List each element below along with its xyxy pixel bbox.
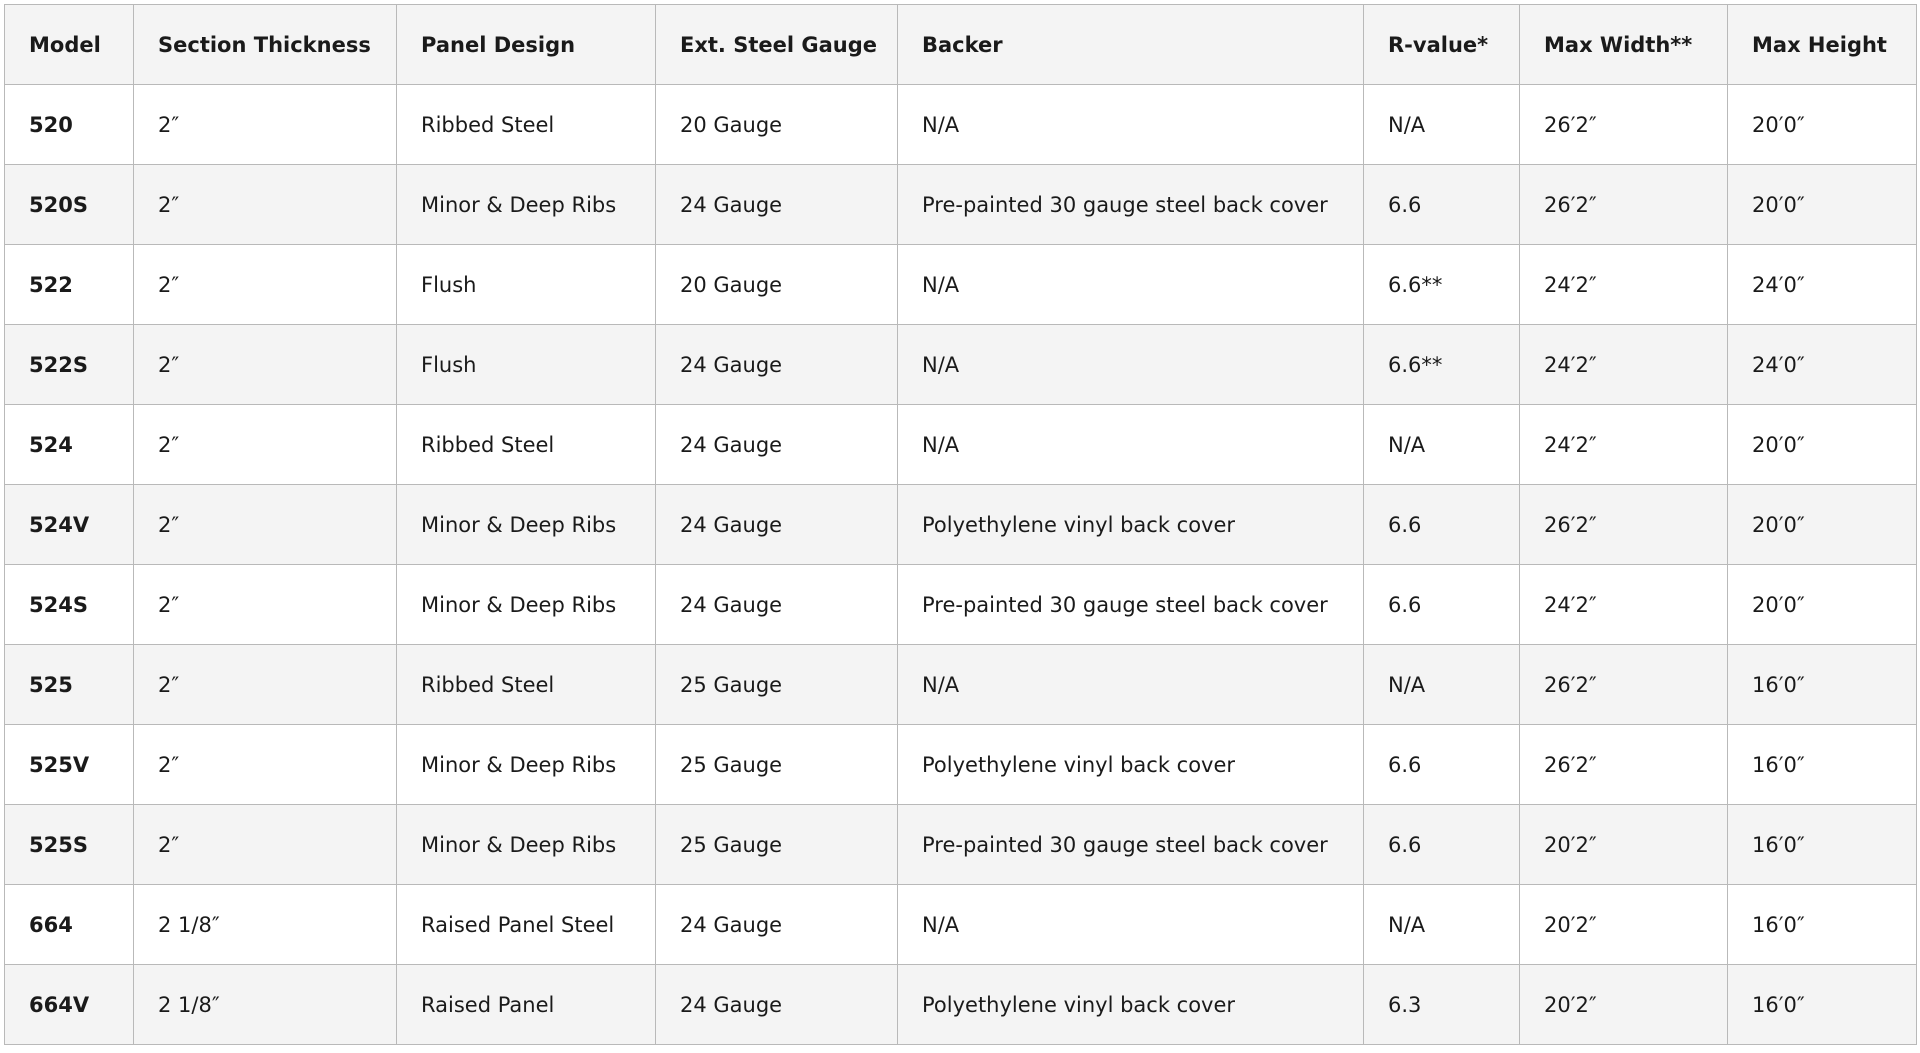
- cell-panel-design: Minor & Deep Ribs: [397, 725, 656, 805]
- cell-max-width: 24′2″: [1520, 245, 1728, 325]
- cell-r-value: N/A: [1364, 645, 1520, 725]
- table-row: [5, 725, 1917, 805]
- cell-panel-design: Flush: [397, 245, 656, 325]
- cell-backer: Pre-painted 30 gauge steel back cover: [898, 565, 1364, 645]
- cell-r-value: 6.6: [1364, 165, 1520, 245]
- cell-max-height: 24′0″: [1728, 245, 1917, 325]
- cell-ext-steel-gauge: 24 Gauge: [656, 485, 898, 565]
- cell-section-thickness: 2″: [134, 485, 397, 565]
- table-row: [5, 485, 1917, 565]
- cell-model: 664V: [5, 965, 134, 1045]
- cell-panel-design: Flush: [397, 325, 656, 405]
- header-model: Model: [5, 5, 134, 85]
- table-row: [5, 645, 1917, 725]
- cell-backer: Polyethylene vinyl back cover: [898, 725, 1364, 805]
- cell-backer: N/A: [898, 885, 1364, 965]
- cell-max-width: 24′2″: [1520, 565, 1728, 645]
- cell-r-value: 6.6: [1364, 725, 1520, 805]
- table-row: [5, 85, 1917, 165]
- cell-max-width: 26′2″: [1520, 645, 1728, 725]
- cell-section-thickness: 2″: [134, 325, 397, 405]
- header-section-thickness: Section Thickness: [134, 5, 397, 85]
- cell-panel-design: Minor & Deep Ribs: [397, 565, 656, 645]
- cell-model: 520: [5, 85, 134, 165]
- cell-model: 524S: [5, 565, 134, 645]
- cell-panel-design: Ribbed Steel: [397, 645, 656, 725]
- cell-ext-steel-gauge: 25 Gauge: [656, 805, 898, 885]
- cell-max-height: 20′0″: [1728, 165, 1917, 245]
- header-panel-design: Panel Design: [397, 5, 656, 85]
- cell-max-height: 16′0″: [1728, 805, 1917, 885]
- cell-r-value: N/A: [1364, 405, 1520, 485]
- cell-ext-steel-gauge: 24 Gauge: [656, 405, 898, 485]
- cell-ext-steel-gauge: 24 Gauge: [656, 565, 898, 645]
- cell-max-width: 24′2″: [1520, 405, 1728, 485]
- cell-section-thickness: 2″: [134, 405, 397, 485]
- table-row: [5, 805, 1917, 885]
- cell-max-height: 16′0″: [1728, 645, 1917, 725]
- cell-model: 524: [5, 405, 134, 485]
- table-row: [5, 245, 1917, 325]
- cell-model: 520S: [5, 165, 134, 245]
- cell-max-height: 16′0″: [1728, 965, 1917, 1045]
- table-row: [5, 405, 1917, 485]
- header-max-height: Max Height: [1728, 5, 1917, 85]
- cell-ext-steel-gauge: 20 Gauge: [656, 245, 898, 325]
- header-backer: Backer: [898, 5, 1364, 85]
- cell-max-width: 24′2″: [1520, 325, 1728, 405]
- cell-ext-steel-gauge: 25 Gauge: [656, 645, 898, 725]
- cell-section-thickness: 2″: [134, 725, 397, 805]
- cell-model: 525: [5, 645, 134, 725]
- cell-max-height: 16′0″: [1728, 885, 1917, 965]
- cell-section-thickness: 2″: [134, 565, 397, 645]
- cell-max-width: 26′2″: [1520, 85, 1728, 165]
- cell-max-width: 26′2″: [1520, 165, 1728, 245]
- cell-model: 664: [5, 885, 134, 965]
- cell-r-value: 6.6**: [1364, 325, 1520, 405]
- cell-section-thickness: 2″: [134, 645, 397, 725]
- cell-ext-steel-gauge: 25 Gauge: [656, 725, 898, 805]
- cell-section-thickness: 2″: [134, 165, 397, 245]
- cell-panel-design: Minor & Deep Ribs: [397, 805, 656, 885]
- cell-section-thickness: 2 1/8″: [134, 965, 397, 1045]
- cell-max-height: 20′0″: [1728, 565, 1917, 645]
- cell-max-height: 20′0″: [1728, 485, 1917, 565]
- cell-backer: Pre-painted 30 gauge steel back cover: [898, 805, 1364, 885]
- table-row: [5, 325, 1917, 405]
- cell-r-value: 6.3: [1364, 965, 1520, 1045]
- cell-max-height: 24′0″: [1728, 325, 1917, 405]
- cell-max-height: 20′0″: [1728, 85, 1917, 165]
- cell-r-value: 6.6: [1364, 485, 1520, 565]
- cell-backer: Pre-painted 30 gauge steel back cover: [898, 165, 1364, 245]
- cell-ext-steel-gauge: 24 Gauge: [656, 965, 898, 1045]
- cell-ext-steel-gauge: 20 Gauge: [656, 85, 898, 165]
- cell-backer: N/A: [898, 405, 1364, 485]
- cell-panel-design: Ribbed Steel: [397, 85, 656, 165]
- cell-backer: N/A: [898, 85, 1364, 165]
- cell-r-value: N/A: [1364, 885, 1520, 965]
- header-max-width: Max Width**: [1520, 5, 1728, 85]
- cell-backer: Polyethylene vinyl back cover: [898, 965, 1364, 1045]
- cell-panel-design: Ribbed Steel: [397, 405, 656, 485]
- table-row: [5, 565, 1917, 645]
- cell-section-thickness: 2″: [134, 85, 397, 165]
- door-specs-table-container: [4, 4, 1916, 1045]
- cell-model: 525S: [5, 805, 134, 885]
- cell-section-thickness: 2 1/8″: [134, 885, 397, 965]
- cell-panel-design: Raised Panel: [397, 965, 656, 1045]
- cell-ext-steel-gauge: 24 Gauge: [656, 325, 898, 405]
- cell-panel-design: Minor & Deep Ribs: [397, 165, 656, 245]
- cell-r-value: 6.6: [1364, 565, 1520, 645]
- table-row: [5, 885, 1917, 965]
- cell-model: 522S: [5, 325, 134, 405]
- cell-r-value: 6.6: [1364, 805, 1520, 885]
- header-r-value: R-value*: [1364, 5, 1520, 85]
- cell-ext-steel-gauge: 24 Gauge: [656, 885, 898, 965]
- table-row: [5, 965, 1917, 1045]
- table-body: [5, 85, 1917, 1045]
- cell-max-width: 20′2″: [1520, 805, 1728, 885]
- cell-backer: N/A: [898, 245, 1364, 325]
- cell-section-thickness: 2″: [134, 805, 397, 885]
- cell-backer: N/A: [898, 325, 1364, 405]
- table-row: [5, 165, 1917, 245]
- cell-model: 525V: [5, 725, 134, 805]
- cell-max-height: 20′0″: [1728, 405, 1917, 485]
- header-ext-steel-gauge: Ext. Steel Gauge: [656, 5, 898, 85]
- cell-max-width: 20′2″: [1520, 885, 1728, 965]
- table-header-row: [5, 5, 1917, 85]
- cell-r-value: 6.6**: [1364, 245, 1520, 325]
- cell-panel-design: Raised Panel Steel: [397, 885, 656, 965]
- cell-model: 524V: [5, 485, 134, 565]
- cell-backer: N/A: [898, 645, 1364, 725]
- cell-section-thickness: 2″: [134, 245, 397, 325]
- door-specs-table: [4, 4, 1917, 1045]
- cell-max-width: 26′2″: [1520, 725, 1728, 805]
- cell-ext-steel-gauge: 24 Gauge: [656, 165, 898, 245]
- cell-model: 522: [5, 245, 134, 325]
- cell-panel-design: Minor & Deep Ribs: [397, 485, 656, 565]
- cell-max-height: 16′0″: [1728, 725, 1917, 805]
- cell-r-value: N/A: [1364, 85, 1520, 165]
- cell-max-width: 20′2″: [1520, 965, 1728, 1045]
- cell-backer: Polyethylene vinyl back cover: [898, 485, 1364, 565]
- cell-max-width: 26′2″: [1520, 485, 1728, 565]
